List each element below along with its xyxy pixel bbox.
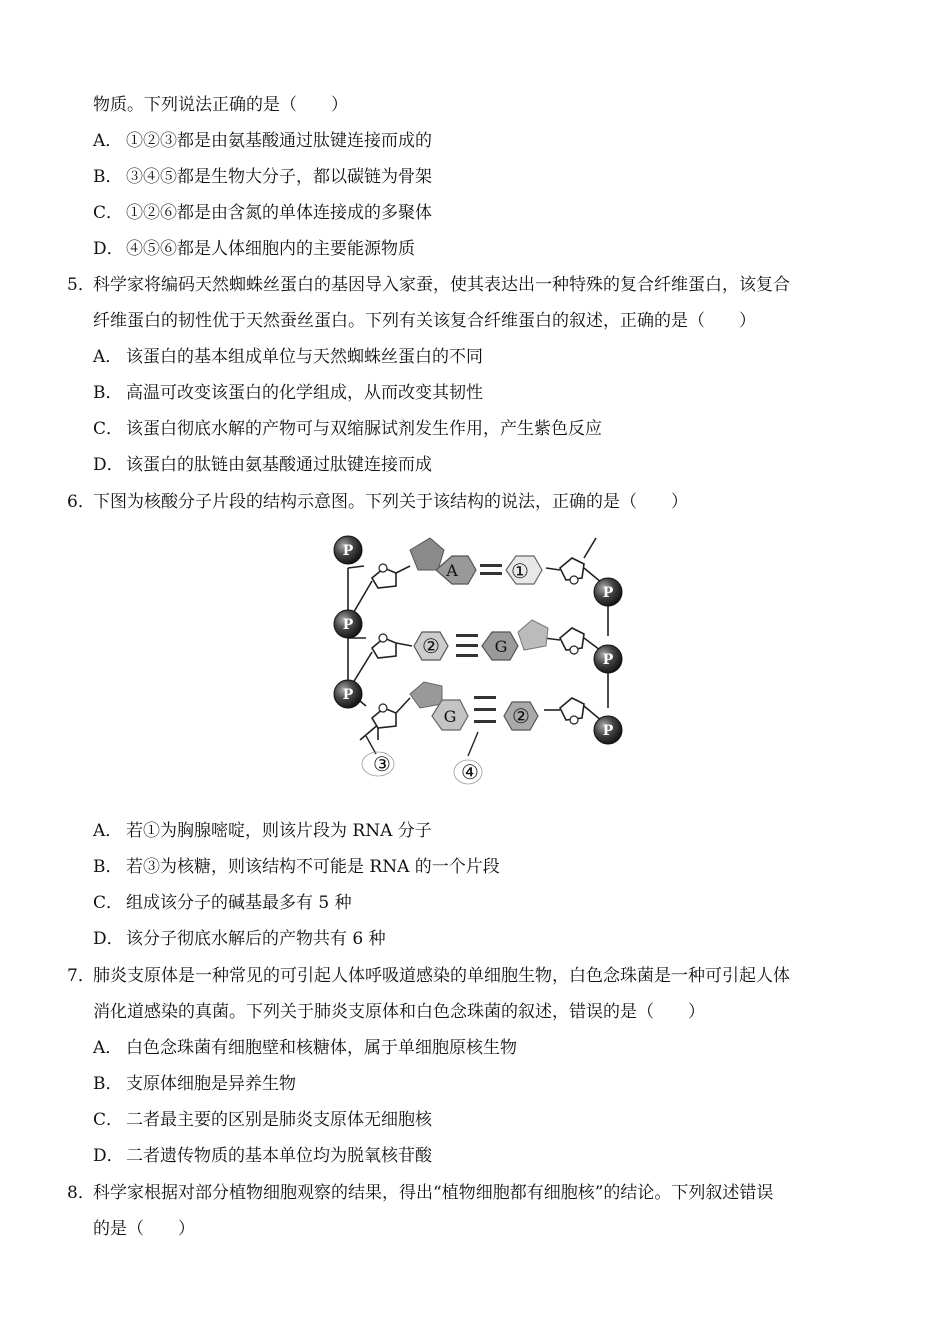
phosphate-label: P xyxy=(342,543,354,559)
phosphate-label: P xyxy=(342,617,354,633)
purine-pentagon-g2 xyxy=(410,682,442,708)
option-text: 该分子彻底水解后的产物共有 6 种 xyxy=(126,929,386,949)
q4-option-d xyxy=(93,237,415,261)
base-label-g2: G xyxy=(443,707,457,726)
option-label: B． xyxy=(93,857,123,877)
q5-stem-line1: 科学家将编码天然蜘蛛丝蛋白的基因导入家蚕，使其表达出一种特殊的复合纤维蛋白，该复合 xyxy=(93,275,790,295)
option-text: ①②⑥都是由含氮的单体连接成的多聚体 xyxy=(126,203,432,223)
q5-option-d xyxy=(93,453,432,477)
question-number: 7． xyxy=(67,966,95,986)
q4-option-c xyxy=(93,201,432,225)
option-text: 该蛋白的肽链由氨基酸通过肽键连接而成 xyxy=(126,455,432,475)
hydrogen-bonds-row2 xyxy=(456,634,478,657)
q7-option-a xyxy=(93,1036,517,1060)
purine-pentagon-g1 xyxy=(518,620,548,650)
q7-stem-line1: 肺炎支原体是一种常见的可引起人体呼吸道感染的单细胞生物，白色念珠菌是一种可引起人体 xyxy=(93,966,790,986)
q5-option-c xyxy=(93,417,602,441)
option-label: C． xyxy=(93,419,124,439)
option-text: ①②③都是由氨基酸通过肽键连接而成的 xyxy=(126,131,432,151)
q5-stem xyxy=(67,273,790,297)
q8-stem-line1: 科学家根据对部分植物细胞观察的结果，得出“植物细胞都有细胞核”的结论。下列叙述错误 xyxy=(93,1183,774,1203)
option-label: C． xyxy=(93,893,124,913)
option-text: 高温可改变该蛋白的化学组成，从而改变其韧性 xyxy=(126,383,483,403)
phosphate-label: P xyxy=(602,585,614,601)
hydrogen-bonds-row3 xyxy=(474,696,496,723)
option-text: 该蛋白彻底水解的产物可与双缩脲试剂发生作用，产生紫色反应 xyxy=(126,419,602,439)
option-label: C． xyxy=(93,203,124,223)
option-label: D． xyxy=(93,929,124,949)
option-text: 白色念珠菌有细胞壁和核糖体，属于单细胞原核生物 xyxy=(126,1038,517,1058)
q7-stem xyxy=(67,964,790,988)
q4-option-b xyxy=(93,165,432,189)
option-label: D． xyxy=(93,455,124,475)
question-number: 8． xyxy=(67,1183,95,1203)
option-text: 若①为胸腺嘧啶，则该片段为 RNA 分子 xyxy=(126,821,432,841)
base-label-g1: G xyxy=(494,637,508,656)
question-number: 6． xyxy=(67,492,95,512)
q5-stem-line2: 纤维蛋白的韧性优于天然蚕丝蛋白。下列有关该复合纤维蛋白的叙述，正确的是（ ） xyxy=(93,311,756,331)
phosphate-label: P xyxy=(602,652,614,668)
q4-option-a xyxy=(93,129,432,153)
q5-option-b xyxy=(93,381,483,405)
option-text: 组成该分子的碱基最多有 5 种 xyxy=(126,893,352,913)
q6-option-d xyxy=(93,927,386,951)
right-backbone xyxy=(584,538,608,726)
q8-stem xyxy=(67,1181,773,1205)
q6-option-b xyxy=(93,855,500,879)
option-label: A． xyxy=(93,1038,123,1058)
option-label: B． xyxy=(93,167,123,187)
hydrogen-bonds-row1 xyxy=(480,564,502,575)
q8-stem-line2: 的是（ ） xyxy=(93,1219,195,1239)
option-text: 若③为核糖，则该结构不可能是 RNA 的一个片段 xyxy=(126,857,500,877)
q7-option-c xyxy=(93,1108,432,1132)
option-text: 二者遗传物质的基本单位均为脱氧核苷酸 xyxy=(126,1146,432,1166)
option-label: A． xyxy=(93,821,123,841)
option-label: A． xyxy=(93,131,123,151)
question-number: 5． xyxy=(67,275,95,295)
base-label-a: A xyxy=(446,561,458,580)
q7-option-d xyxy=(93,1144,432,1168)
option-text: 二者最主要的区别是肺炎支原体无细胞核 xyxy=(126,1110,432,1130)
q7-option-b xyxy=(93,1072,296,1096)
mark-3: ③ xyxy=(373,752,391,776)
mark-4: ④ xyxy=(461,760,479,784)
option-label: B． xyxy=(93,383,123,403)
nucleic-acid-figure xyxy=(326,528,628,790)
q6-stem xyxy=(67,490,688,514)
option-text: ④⑤⑥都是人体细胞内的主要能源物质 xyxy=(126,239,415,259)
q6-option-c xyxy=(93,891,352,915)
q4-stem-continuation: 物质。下列说法正确的是（ ） xyxy=(93,95,348,115)
option-label: C． xyxy=(93,1110,124,1130)
purine-pentagon-a xyxy=(410,538,444,570)
phosphate-label: P xyxy=(602,723,614,739)
q7-stem-line2: 消化道感染的真菌。下列关于肺炎支原体和白色念珠菌的叙述，错误的是（ ） xyxy=(93,1002,705,1022)
phosphate-label: P xyxy=(342,687,354,703)
mark-2b: ② xyxy=(512,704,530,728)
mark-1: ① xyxy=(511,559,529,583)
option-label: D． xyxy=(93,1146,124,1166)
option-label: A． xyxy=(93,347,123,367)
mark-2a: ② xyxy=(422,634,440,658)
option-label: B． xyxy=(93,1074,123,1094)
option-text: 支原体细胞是异养生物 xyxy=(126,1074,296,1094)
option-text: ③④⑤都是生物大分子，都以碳链为骨架 xyxy=(126,167,432,187)
option-label: D． xyxy=(93,239,124,259)
q6-option-a xyxy=(93,819,432,843)
q5-option-a xyxy=(93,345,483,369)
q6-stem-line1: 下图为核酸分子片段的结构示意图。下列关于该结构的说法，正确的是（ ） xyxy=(93,492,688,512)
option-text: 该蛋白的基本组成单位与天然蜘蛛丝蛋白的不同 xyxy=(126,347,483,367)
